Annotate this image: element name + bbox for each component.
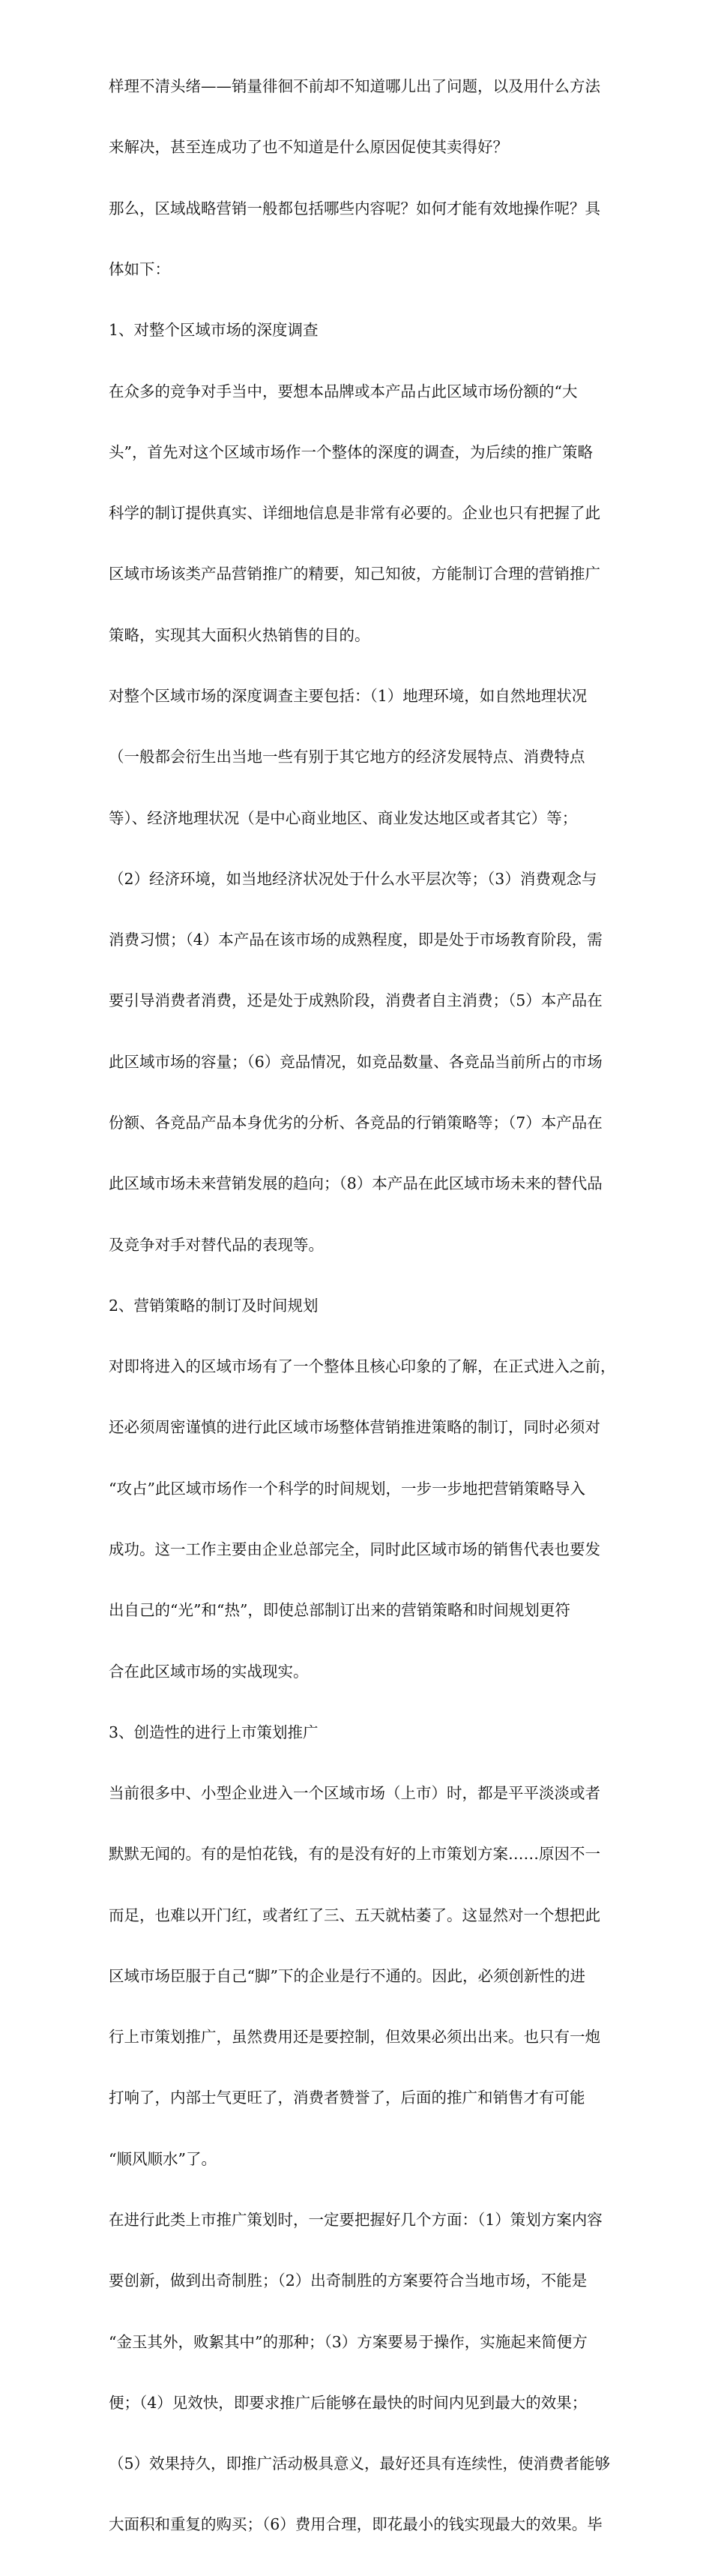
text-line: （5）效果持久，即推广活动极具意义，最好还具有连续性，使消费者能够 xyxy=(109,2455,611,2473)
text-line: 便；（4）见效快，即要求推广后能够在最快的时间内见到最大的效果； xyxy=(109,2393,588,2412)
section-heading: 1、对整个区域市场的深度调查 xyxy=(109,321,319,340)
text-line: 默默无闻的。有的是怕花钱，有的是没有好的上市策划方案……原因不一 xyxy=(109,1845,600,1864)
text-line: 份额、各竞品产品本身优劣的分析、各竞品的行销策略等；（7）本产品在 xyxy=(109,1113,603,1132)
section-heading: 3、创造性的进行上市策划推广 xyxy=(109,1723,319,1741)
text-line: 还必须周密谨慎的进行此区域市场整体营销推进策略的制订，同时必须对 xyxy=(109,1418,600,1437)
text-line: 消费习惯；（4）本产品在该市场的成熟程度，即是处于市场教育阶段，需 xyxy=(109,931,603,949)
text-line: 那么，区域战略营销一般都包括哪些内容呢？如何才能有效地操作呢？具 xyxy=(109,199,600,217)
text-line: （2）经济环境，如当地经济状况处于什么水平层次等；（3）消费观念与 xyxy=(109,869,597,888)
text-line: 合在此区域市场的实战现实。 xyxy=(109,1662,309,1681)
text-line: 此区域市场未来营销发展的趋向；（8）本产品在此区域市场未来的替代品 xyxy=(109,1174,603,1193)
text-line: （一般都会衍生出当地一些有别于其它地方的经济发展特点、消费特点 xyxy=(109,748,585,766)
section-heading: 2、营销策略的制订及时间规划 xyxy=(109,1296,319,1315)
text-line: 样理不清头绪——销量徘徊不前却不知道哪儿出了问题，以及用什么方法 xyxy=(109,77,600,96)
document-body xyxy=(109,36,654,2576)
text-line: 对即将进入的区域市场有了一个整体且核心印象的了解，在正式进入之前， xyxy=(109,1357,616,1376)
text-line: 行上市策划推广，虽然费用还是要控制，但效果必须出出来。也只有一炮 xyxy=(109,2028,600,2047)
text-line: 在进行此类上市推广策划时，一定要把握好几个方面：（1）策划方案内容 xyxy=(109,2211,603,2230)
text-line: 要创新，做到出奇制胜；（2）出奇制胜的方案要符合当地市场，不能是 xyxy=(109,2272,588,2290)
text-line: 科学的制订提供真实、详细地信息是非常有必要的。企业也只有把握了此 xyxy=(109,504,600,523)
document-page xyxy=(109,36,654,2576)
text-line: 在众多的竞争对手当中，要想本品牌或本产品占此区域市场份额的“大 xyxy=(109,382,578,400)
text-line: 成功。这一工作主要由企业总部完全，同时此区域市场的销售代表也要发 xyxy=(109,1540,600,1558)
text-line: 对整个区域市场的深度调查主要包括：（1）地理环境，如自然地理状况 xyxy=(109,687,588,705)
text-line: 等）、经济地理状况（是中心商业地区、商业发达地区或者其它）等； xyxy=(109,808,578,827)
text-line: 打响了，内部士气更旺了，消费者赞誉了，后面的推广和销售才有可能 xyxy=(109,2089,585,2107)
text-line: “顺风顺水”了。 xyxy=(109,2149,217,2168)
text-line: “攻占”此区域市场作一个科学的时间规划，一步一步地把营销策略导入 xyxy=(109,1479,585,1498)
text-line: 出自己的“光”和“热”，即使总部制订出来的营销策略和时间规划更符 xyxy=(109,1601,570,1620)
text-line: 此区域市场的容量；（6）竞品情况，如竞品数量、各竞品当前所占的市场 xyxy=(109,1052,603,1071)
text-line: 区域市场该类产品营销推广的精要，知己知彼，方能制订合理的营销推广 xyxy=(109,565,600,583)
text-line: 区域市场臣服于自己“脚”下的企业是行不通的。因此，必须创新性的进 xyxy=(109,1966,585,1985)
text-line: 及竞争对手对替代品的表现等。 xyxy=(109,1235,324,1254)
text-line: 当前很多中、小型企业进入一个区域市场（上市）时，都是平平淡淡或者 xyxy=(109,1784,600,1803)
text-line: 大面积和重复的购买；（6）费用合理，即花最小的钱实现最大的效果。毕 xyxy=(109,2515,603,2534)
text-line: 策略，实现其大面积火热销售的目的。 xyxy=(109,625,370,644)
text-line: “金玉其外，败絮其中”的那种；（3）方案要易于操作，实施起来简便方 xyxy=(109,2332,588,2351)
text-line: 头”，首先对这个区域市场作一个整体的深度的调查，为后续的推广策略 xyxy=(109,442,593,461)
text-line: 来解决，甚至连成功了也不知道是什么原因促使其卖得好？ xyxy=(109,138,508,157)
text-line: 要引导消费者消费，还是处于成熟阶段，消费者自主消费；（5）本产品在 xyxy=(109,991,603,1010)
text-line: 体如下： xyxy=(109,260,170,279)
text-line: 而足，也难以开门红，或者红了三、五天就枯萎了。这显然对一个想把此 xyxy=(109,1906,600,1924)
